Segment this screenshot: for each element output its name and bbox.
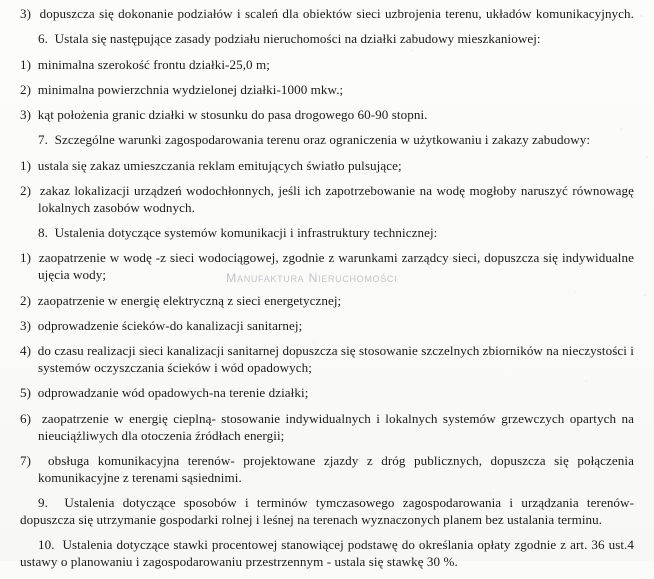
section-marker: 9. (38, 494, 57, 510)
list-item-marker: 3) (20, 6, 36, 21)
list-item-text: ustala się zakaz umieszczania reklam emitujących światło pulsujące; (37, 157, 402, 173)
list-item (20, 56, 634, 73)
document-body (20, 5, 634, 579)
list-item (20, 81, 634, 98)
section-paragraph (20, 494, 634, 528)
section-marker: 8. (38, 225, 52, 241)
list-item (20, 410, 634, 444)
list-item-text: obsługa komunikacyjna terenów- projektowane zjazdy z dróg publicznych, dopuszcza się połączenia komunikacyjne z terenami sąsiednimi. (38, 452, 635, 485)
watermark: Manufaktura Nieruchomości (226, 271, 398, 285)
list-item (20, 452, 634, 486)
scan-artifact (585, 380, 587, 382)
list-item-text: minimalna powierzchnia wydzielonej działki-1000 mkw.; (37, 81, 344, 97)
scan-artifact (646, 156, 648, 158)
section-text: Ustalenia dotyczące stawki procentowej stanowiącej podstawę do określania opłaty zgodnie z art. 36 ust.4 ustawy o planowaniu i zagospodarowaniu przestrzennym - ustala się stawkę 30 %. (20, 537, 635, 570)
scan-artifact (640, 14, 643, 17)
section-paragraph (20, 131, 634, 148)
list-item-text: minimalna szerokość frontu działki-25,0 m; (37, 56, 270, 72)
section-paragraph (20, 536, 634, 570)
list-item-marker: 5) (20, 385, 35, 401)
list-item-marker: 6) (20, 410, 37, 426)
section-text: Szczególne warunki zagospodarowania terenu oraz ograniczenia w użytkowaniu i zakazy zabudowy: (54, 132, 591, 148)
section-marker: 7. (38, 132, 52, 148)
list-item-marker: 7) (20, 452, 40, 468)
list-item-marker: 2) (20, 81, 35, 97)
list-item-marker: 3) (20, 317, 35, 333)
list-item (20, 317, 634, 334)
list-item-text: zaopatrzenie w wodę -z sieci wodociągowej, zgodnie z warunkami zarządcy sieci, dopuszcza się indywidualne ujęcia wody; (38, 250, 634, 283)
list-item (20, 5, 634, 22)
list-item-marker: 3) (20, 107, 35, 123)
list-item-marker: 2) (20, 292, 35, 308)
list-item-text: dopuszcza się dokonanie podziałów i scaleń dla obiektów sieci uzbrojenia terenu, układów komunikacyjnych. (39, 6, 634, 21)
section-text: Ustala się następujące zasady podziału nieruchomości na działki zabudowy mieszkaniowej: (54, 31, 541, 47)
list-item-marker: 1) (20, 157, 35, 173)
list-item (20, 342, 634, 376)
section-text: Ustalenia dotyczące sposobów i terminów tymczasowego zagospodarowania i urządzania terenów- dopuszcza się utrzymanie gospodarki rolnej i leśnej na terenach wyznaczonych planem bez ustalania terminu. (20, 494, 634, 527)
list-item-text: zakaz lokalizacji urządzeń wodochłonnych, jeśli ich zapotrzebowanie na wodę mogłoby naruszyć równowagę lokalnych zasobów wodnych. (38, 182, 635, 215)
list-item-text: zaopatrzenie w energię cieplną- stosowanie indywidualnych i lokalnych systemów grzewczych opartych na nieuciążliwych dla otoczenia źródłach energii; (38, 410, 634, 443)
list-item-marker: 4) (20, 343, 35, 359)
list-item-text: odprowadzanie wód opadowych-na terenie działki; (37, 385, 309, 401)
list-item-text: odprowadzenie ścieków-do kanalizacji sanitarnej; (37, 317, 303, 333)
scan-artifact (643, 294, 646, 296)
list-item (20, 292, 634, 309)
list-item-marker: 1) (20, 250, 35, 266)
list-item (20, 384, 634, 401)
section-marker: 10. (38, 537, 59, 553)
section-text: Ustalenia dotyczące systemów komunikacji i infrastruktury technicznej: (54, 225, 438, 241)
list-item-text: zaopatrzenie w energię elektryczną z sieci energetycznej; (37, 292, 342, 308)
section-marker: 6. (38, 31, 52, 47)
list-item (20, 157, 634, 174)
list-item (20, 106, 634, 123)
list-item-text: do czasu realizacji sieci kanalizacji sanitarnej dopuszcza się stosowanie szczelnych zbiorników na nieczystości i systemów oczyszczania ścieków i wód opadowych; (37, 343, 634, 376)
list-item-marker: 1) (20, 56, 35, 72)
list-item (20, 182, 634, 216)
list-item-marker: 2) (20, 182, 36, 198)
section-paragraph (20, 224, 634, 241)
section-paragraph (20, 30, 634, 47)
list-item-text: kąt położenia granic działki w stosunku do pasa drogowego 60-90 stopni. (37, 107, 428, 123)
